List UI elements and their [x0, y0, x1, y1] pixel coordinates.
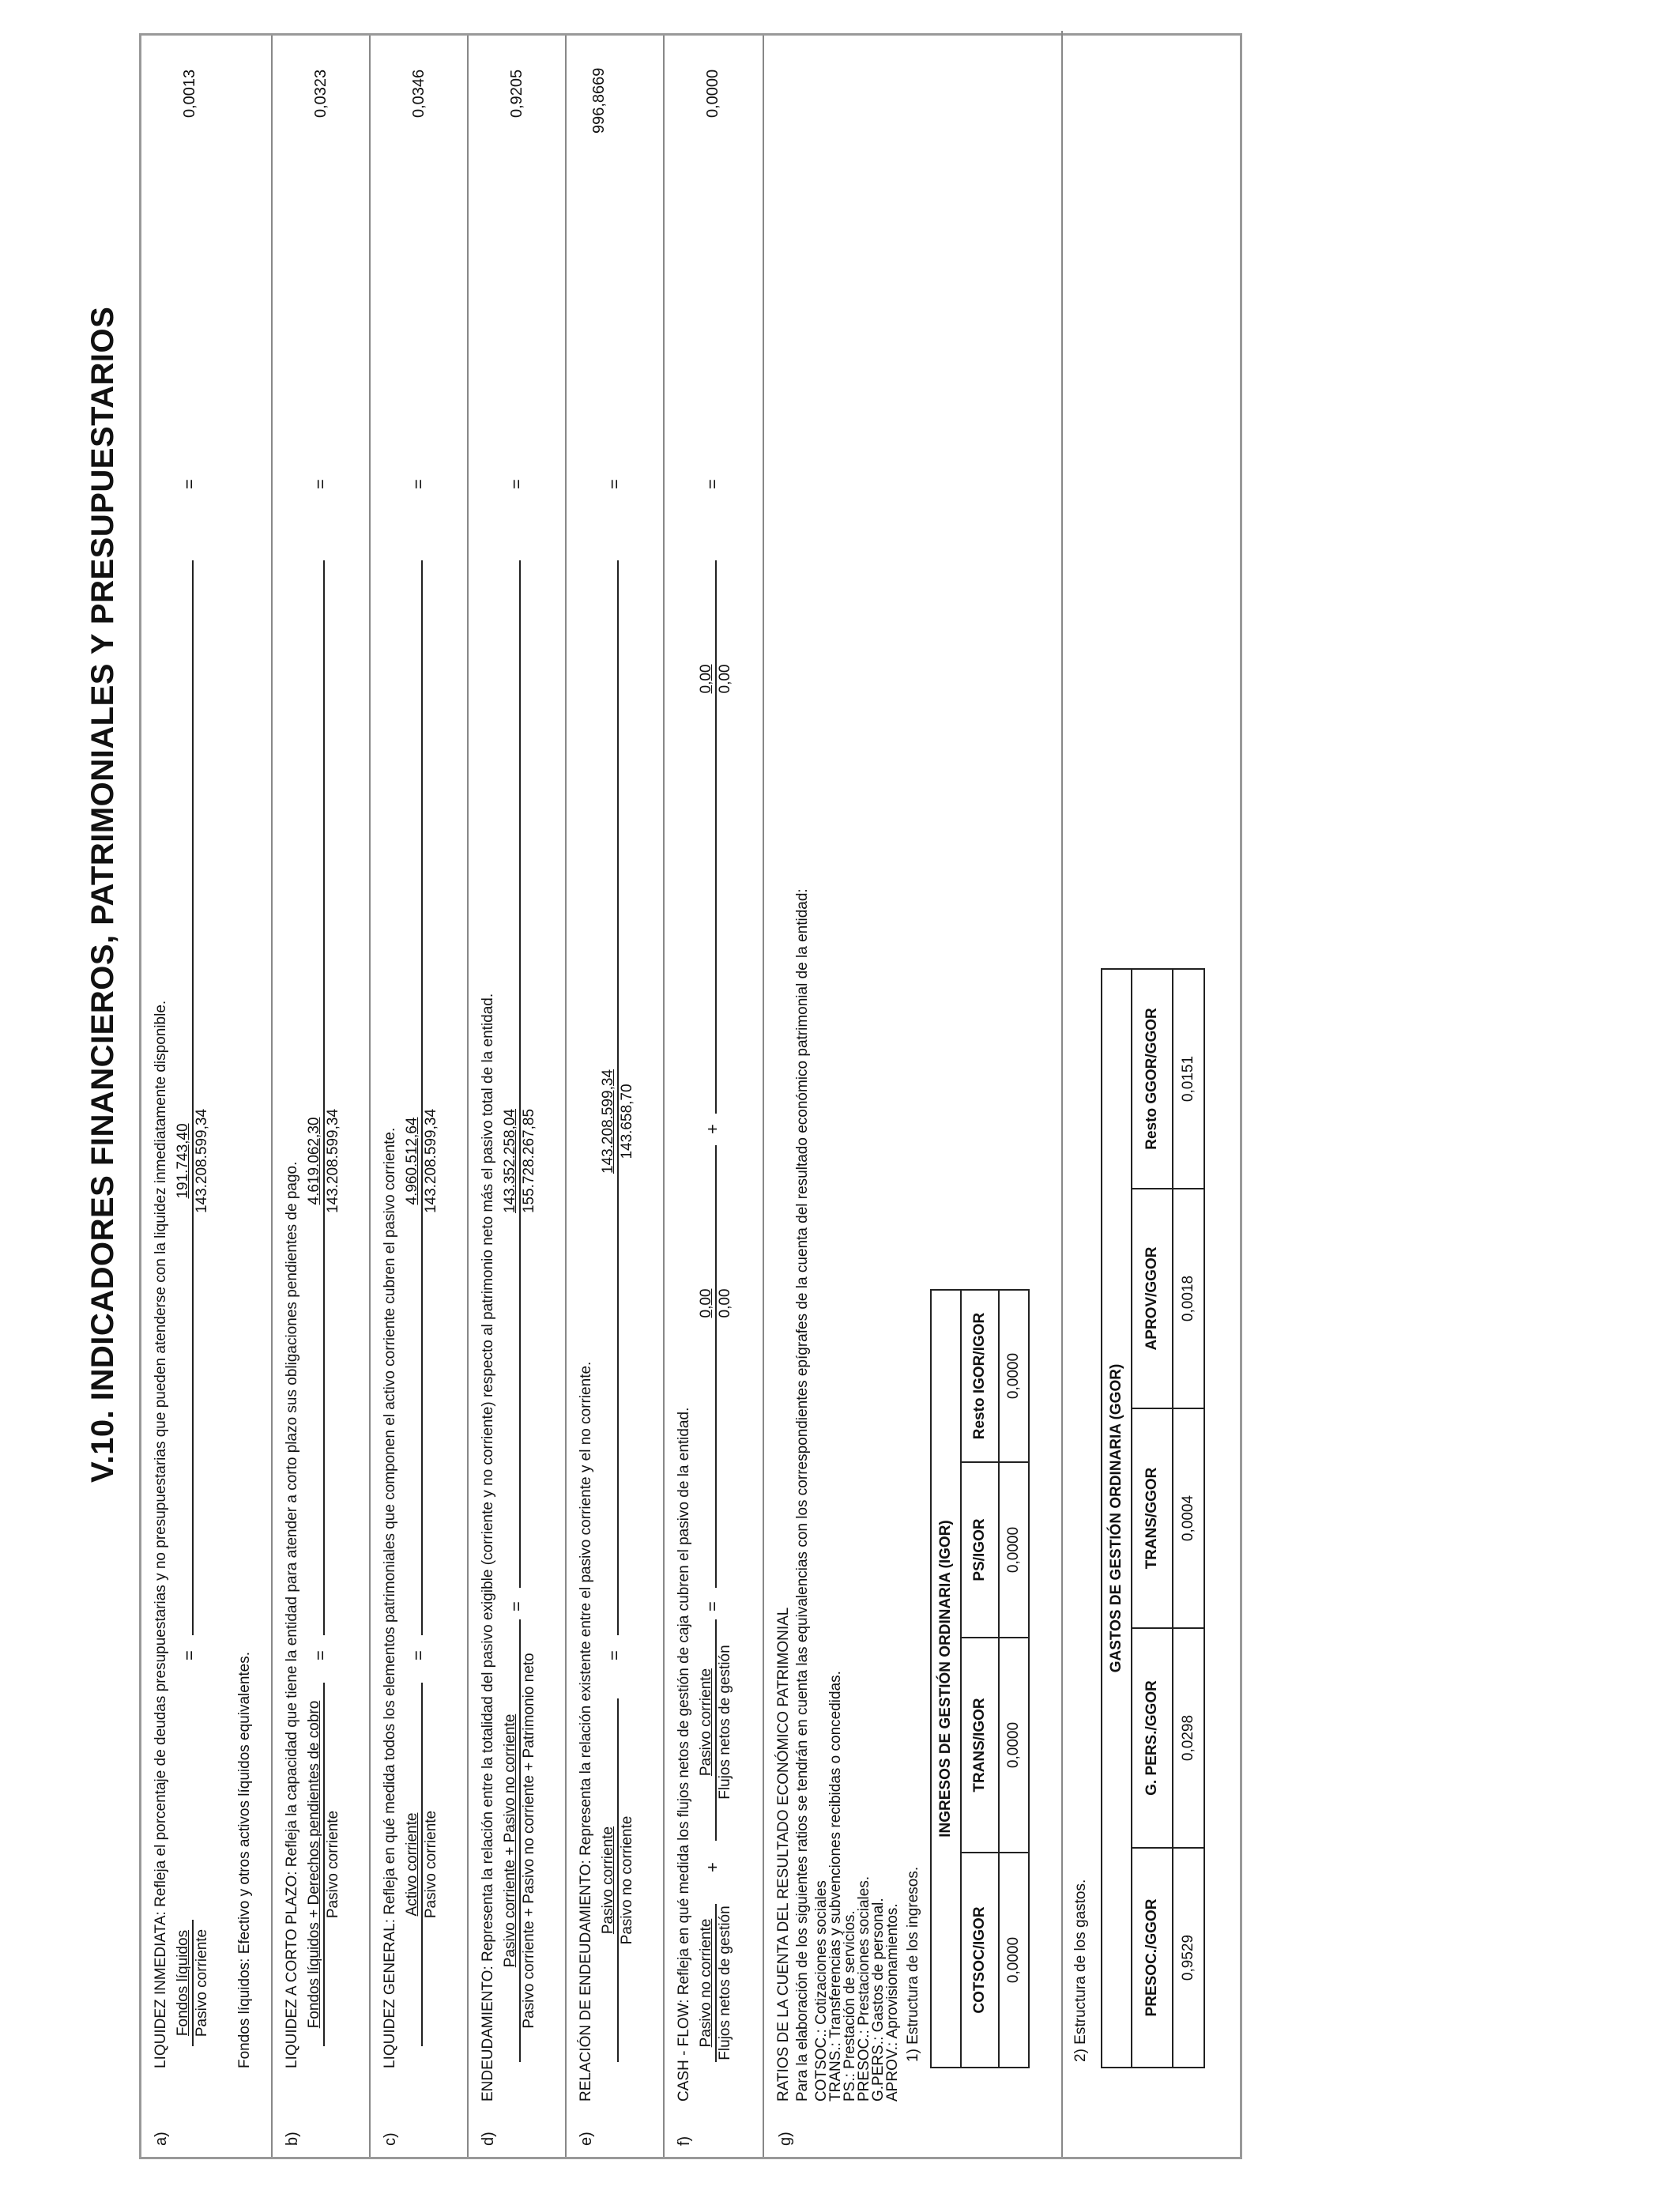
section-f — [665, 36, 764, 2157]
equals-sign: = — [179, 1650, 199, 1661]
section-g — [764, 36, 1245, 2157]
numerator-label: Pasivo corriente — [600, 1826, 616, 1935]
equals-sign: = — [409, 1650, 428, 1661]
legend-item: G.PERS.: Gastos de personal. — [870, 1898, 887, 2102]
gastos-value: 0,0018 — [1173, 1189, 1204, 1408]
page-title: V.10. INDICADORES FINANCIEROS, PATRIMONIALES Y PRESUPUESTARIOS — [85, 306, 120, 1483]
section-description: LIQUIDEZ INMEDIATA: Refleja el porcentaje de deudas presupuestarias y no presupuestarias que pueden atenderse con la liquidez inmediatamente disponible. — [153, 1000, 169, 2068]
denominator-label: Pasivo corriente — [325, 1810, 341, 1919]
equals-sign: = — [605, 1650, 624, 1661]
indicators-frame — [139, 33, 1242, 2159]
ratio-result: 0,0346 — [410, 69, 428, 118]
gastos-value: 0,0298 — [1173, 1628, 1204, 1848]
gastos-label: 2) Estructura de los gastos. — [1072, 1879, 1089, 2062]
fraction-bar — [519, 560, 521, 1588]
fraction-bar — [715, 1145, 717, 1588]
section-letter: d) — [480, 2132, 497, 2146]
ingresos-value: 0,0000 — [999, 1462, 1029, 1638]
gastos-value: 0,9529 — [1173, 1848, 1204, 2068]
equals-sign: = — [703, 1601, 722, 1612]
denominator-value: 155.728.267,85 — [521, 1108, 537, 1214]
section-description: LIQUIDEZ GENERAL: Refleja en qué medida todos los elementos patrimoniales que componen el activo corriente cubren el pasivo corriente. — [382, 1127, 398, 2068]
ratio-result: 0,0013 — [181, 69, 198, 118]
plus-sign: + — [703, 1862, 722, 1872]
section-letter: c) — [382, 2132, 399, 2146]
denominator-label: Flujos netos de gestión — [717, 1906, 733, 2060]
numerator-value: 4.960.512,64 — [404, 1117, 420, 1205]
ratio-result: 996,8669 — [590, 67, 608, 134]
numerator-value: 143.352.258,04 — [502, 1108, 518, 1214]
legend-item: APROV.: Aprovisionamientos. — [884, 1903, 901, 2102]
section-intro: Para la elaboración de los siguientes ratios se tendrán en cuenta las equivalencias con los correspondientes epígrafes de la cuenta del resultado económico patrimonial de la entidad: — [794, 888, 811, 2102]
section-description: LIQUIDEZ A CORTO PLAZO: Refleja la capacidad que tiene la entidad para atender a corto plazo sus obligaciones pendientes de pago. — [284, 1161, 300, 2068]
fraction-bar — [715, 560, 717, 1114]
equals-sign: = — [703, 479, 722, 489]
gastos-header: PRESOC./GGOR — [1132, 1848, 1173, 2068]
ingresos-header: COTSOC/IGOR — [961, 1853, 999, 2068]
section-letter: f) — [676, 2136, 693, 2146]
section-c — [371, 36, 469, 2157]
section-description: ENDEUDAMIENTO: Representa la relación entre la totalidad del pasivo exigible (corriente y no corriente) respecto al patrimonio neto más el pasivo total de la entidad. — [480, 993, 496, 2102]
section-note: Fondos líquidos: Efectivo y otros activos líquidos equivalentes. — [236, 1651, 253, 2068]
section-letter: g) — [777, 2132, 794, 2146]
equals-sign: = — [311, 1650, 330, 1661]
denominator-label: Pasivo no corriente — [619, 1815, 635, 1945]
equals-sign: = — [507, 479, 526, 489]
gastos-title: GASTOS DE GESTIÓN ORDINARIA (GGOR) — [1102, 969, 1132, 2068]
numerator-label: Pasivo corriente — [698, 1668, 714, 1777]
numerator-value: 0,00 — [698, 664, 714, 694]
section-letter: a) — [153, 2132, 170, 2146]
equals-sign: = — [507, 1601, 526, 1612]
numerator-label: Activo corriente — [404, 1812, 420, 1917]
denominator-value: 143.208.599,34 — [423, 1108, 439, 1214]
ingresos-title: INGRESOS DE GESTIÓN ORDINARIA (IGOR) — [931, 1290, 961, 2068]
equals-sign: = — [311, 479, 330, 489]
section-letter: b) — [284, 2132, 301, 2146]
ingresos-value: 0,0000 — [999, 1290, 1029, 1462]
section-heading: RATIOS DE LA CUENTA DEL RESULTADO ECONÓMICO PATRIMONIAL — [775, 1607, 792, 2102]
gastos-table — [1101, 968, 1205, 2068]
section-a — [141, 36, 273, 2157]
ingresos-value: 0,0000 — [999, 1638, 1029, 1853]
numerator-label: Pasivo corriente + Pasivo no corriente — [502, 1713, 518, 1968]
equals-sign: = — [605, 479, 624, 489]
legend-item: TRANS.: Transferencias y subvenciones recibidas o concedidas. — [827, 1671, 844, 2102]
section-b — [273, 36, 371, 2157]
section-e — [567, 36, 665, 2157]
section-description: CASH - FLOW: Refleja en qué medida los flujos netos de gestión de caja cubren el pasivo de la entidad. — [676, 1407, 692, 2102]
gastos-header: G. PERS./GGOR — [1132, 1628, 1173, 1848]
denominator-label: Pasivo corriente — [423, 1810, 439, 1919]
gastos-header: TRANS/GGOR — [1132, 1408, 1173, 1628]
legend-item: COTSOC.: Cotizaciones sociales — [813, 1880, 830, 2102]
ingresos-value: 0,0000 — [999, 1853, 1029, 2068]
gastos-header: Resto GGOR/GGOR — [1132, 969, 1173, 1189]
numerator-label: Pasivo no corriente — [698, 1918, 714, 2048]
numerator-value: 0,00 — [698, 1288, 714, 1318]
numerator-label: Fondos líquidos + Derechos pendientes de cobro — [306, 1700, 322, 2029]
denominator-label: Pasivo corriente — [194, 1928, 210, 2038]
plus-sign: + — [703, 1124, 722, 1134]
ratio-result: 0,0000 — [704, 69, 721, 118]
ingresos-header: Resto IGOR/IGOR — [961, 1290, 999, 1462]
section-description: RELACIÓN DE ENDEUDAMIENTO: Representa la relación existente entre el pasivo corriente y el no corriente. — [578, 1361, 594, 2102]
ingresos-label: 1) Estructura de los ingresos. — [905, 1866, 921, 2062]
gastos-value: 0,0151 — [1173, 969, 1204, 1189]
ingresos-header: TRANS/IGOR — [961, 1638, 999, 1853]
numerator-value: 143.208.599,34 — [600, 1069, 616, 1174]
denominator-value: 143.208.599,34 — [325, 1108, 341, 1214]
denominator-value: 0,00 — [717, 664, 733, 694]
ratio-result: 0,0323 — [312, 69, 330, 118]
ratio-result: 0,9205 — [508, 69, 525, 118]
gastos-header: APROV/GGOR — [1132, 1189, 1173, 1408]
equals-sign: = — [179, 479, 199, 489]
legend-item: PS.: Prestación de servicios. — [842, 1910, 858, 2102]
divider — [1061, 31, 1063, 2157]
ingresos-table — [930, 1289, 1030, 2068]
numerator-value: 4.619.062,30 — [306, 1117, 322, 1205]
denominator-value: 143.208.599,34 — [194, 1108, 210, 1214]
section-letter: e) — [578, 2132, 595, 2146]
denominator-value: 0,00 — [717, 1288, 733, 1318]
section-d — [469, 36, 567, 2157]
denominator-label: Flujos netos de gestión — [717, 1645, 733, 1800]
ingresos-header: PS/IGOR — [961, 1462, 999, 1638]
legend-item: PRESOC.: Prestaciones sociales. — [856, 1875, 872, 2102]
numerator-value: 191.743,40 — [175, 1123, 191, 1199]
denominator-label: Pasivo corriente + Pasivo no corriente + Patrimonio neto — [521, 1653, 537, 2029]
equals-sign: = — [409, 479, 428, 489]
denominator-value: 143.658,70 — [619, 1084, 635, 1159]
numerator-label: Fondos líquidos — [175, 1929, 191, 2037]
gastos-value: 0,0004 — [1173, 1408, 1204, 1628]
